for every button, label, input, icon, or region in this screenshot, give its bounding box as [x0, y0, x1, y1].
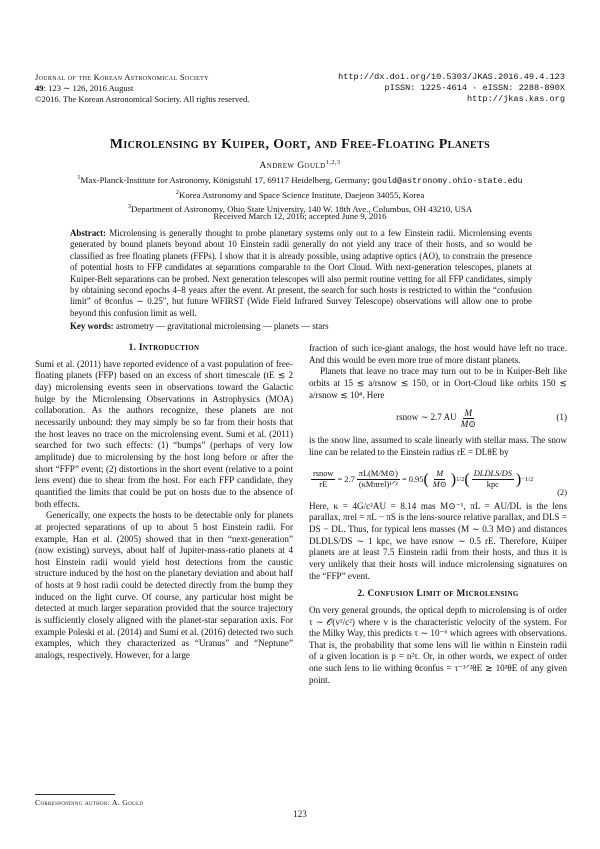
author-email[interactable]: gould@astronomy.ohio-state.edu	[371, 175, 523, 186]
abstract	[70, 228, 532, 319]
keywords-text: astrometry — gravitational microlensing — planets — stars	[115, 321, 329, 331]
keywords-label: Key words:	[70, 321, 114, 331]
section-1-title: 1. Introduction	[128, 343, 200, 353]
page-number: 123	[293, 809, 307, 819]
paragraph: Planets that leave no trace may turn out to be in Kuiper-Belt like orbits at 15 ≲ a/rsnow ≲ 150, or in Oort-Cloud like orbits 150 ≲ a/rsnow ≲ 10⁴. Here	[309, 366, 567, 400]
abstract-label: Abstract:	[70, 228, 106, 238]
footnote-rule	[35, 794, 115, 795]
doi-link[interactable]: http://dx.doi.org/10.5303/JKAS.2016.49.4.123	[338, 72, 565, 82]
section-2-title: 2. Confusion Limit of Microlensing	[357, 589, 519, 600]
right-column	[309, 343, 567, 686]
corresponding-author: Corresponding author: A. Gould	[35, 798, 144, 807]
equation-number: (1)	[556, 412, 567, 423]
equation-number: (2)	[557, 487, 567, 497]
paragraph: Sumi et al. (2011) have reported evidence of a vast population of free-floating planets (FFP) based on an excess of short timescale (tE ≲ 2 day) microlensing events seen in observations toward the Galactic bulge by the Microlensing Observations in Astrophysics (MOA) collaboration. As the authors recognize, these planets are not necessarily unbound: they may simply be so far from their hosts that the host leaves no trace on the microlensing event. Sumi et al. (2011) searched for two such effects: (1) “bumps” (perhaps of very low amplitude) due to microlensing by the host long before or after the short “FFP” event; (2) distortions in the short event (relative to a point lens event) due to shear from the host. For each FFP candidate, they quantified the limits that could be put on hosts due to the absence of both effects.	[35, 358, 293, 509]
keywords	[70, 321, 532, 331]
paper-title: Microlensing by Kuiper, Oort, and Free-Floating Planets	[109, 136, 491, 151]
journal-url[interactable]: http://jkas.kas.org	[467, 94, 565, 104]
paragraph: fraction of such ice-giant analogs, the host would have left no trace. And this would be even more true of more distant planets.	[309, 343, 567, 365]
paragraph: On very general grounds, the optical depth to microlensing is of order τ ∼ 𝒪(v²/c²) where v is the characteristic velocity of the system. For the Milky Way, this predicts τ ∼ 10⁻⁶ which agrees with observations. That is, the probability that some lens will lie within n Einstein radii of a given location is p = n²τ. Or, in other words, we expect of order one such lens to lie withing θconfus = τ⁻¹ᐟ²θE ≳ 10³θE of any given point.	[309, 604, 567, 685]
affiliation-3: $^3$Department of Astronomy, Ohio State University, 140 W. 18th Ave., Columbus, OH 43210, USA	[127, 202, 473, 214]
journal-ids	[305, 72, 565, 105]
journal-name: Journal of the Korean Astronomical Society	[35, 72, 209, 82]
volume-number: 49	[35, 83, 44, 93]
issn: pISSN: 1225-4614 · eISSN: 2288-890X	[384, 83, 565, 93]
author-name: Andrew Gould	[259, 160, 326, 172]
author-sup: 1,2,3	[325, 159, 341, 166]
paragraph: Here, κ = 4G/c²AU = 8.14 mas M⊙⁻¹, πL = AU/DL is the lens parallax, πrel = πL − πS is the lens-source relative parallax, and DLS = DS − DL. Thus, for typical lens masses (M ∼ 0.3 M⊙) and distances DLDLS/DS ∼ 1 kpc, we have rsnow ∼ 0.5 rE. Therefore, Kuiper planets are at least 7.5 Einstein radii from their hosts, and thus it is very unlikely that their hosts will induce microlensing signatures on the “FFP” event.	[309, 500, 567, 581]
journal-header	[35, 72, 335, 105]
paragraph: Generically, one expects the hosts to be detectable only for planets at projected separations of up to about 5 host Einstein radii. For example, Han et al. (2005) showed that in then “next-generation” (now existing) surveys, about half of Jupiter-mass-ratio planets at 4 host Einstein radii would yield host detections from the caustic structure induced by the host on the planetary deviation and about half of hosts at 9 host radii could be detected directly from the bump they induced on the light curve. Of course, any particular host might be detected at much larger separation provided that the source trajectory is sufficiently closely aligned with the planet-star separation axis. For example Poleski et al. (2014) and Sumi et al. (2016) detected two such examples, which they characterized as “Uranus” and “Neptune” analogs, respectively. However, for a large	[35, 510, 293, 661]
affiliation-1: $^1$Max-Planck-Institute for Astronomy, Königstuhl 17, 69117 Heidelberg, Germany; gould@astronomy.ohio-state.edu	[77, 174, 523, 186]
volume-line	[35, 83, 335, 94]
abstract-text: Microlensing is generally thought to probe planetary systems only out to a few Einstein radii. Microlensing events generated by bound planets beyond about 10 Einstein radii generally do not yield any trace of their hosts, and so would be classified as free floating planets (FFPs). I show that it is already possible, using adaptive optics (AO), to constrain the presence of potential hosts to FFP candidates at separations comparable to the Oort Cloud. With next-generation telescopes, planets at Kuiper-Belt separations can be probed. Next generation telescopes will also permit routine vetting for all FFP candidates, simply by obtaining second epochs 4–8 years after the event. At present, the search for such hosts is restricted to within the “confusion limit” of θconfus ∼ 0.25″, but future WFIRST (Wide Field Infrared Survey Telescope) observations will allow one to probe beyond this confusion limit as well.	[70, 228, 533, 318]
equation-1: rsnow ∼ 2.7 AU $\frac{M}{M⊙}$ (1)	[396, 407, 567, 429]
affiliations	[0, 172, 600, 215]
copyright: ©2016. The Korean Astronomical Society. All rights reserved.	[35, 94, 250, 104]
left-column	[35, 343, 293, 662]
affiliation-2: $^2$Korea Astronomy and Space Science Institute, Daejeon 34055, Korea	[175, 188, 425, 200]
author	[0, 159, 600, 171]
paragraph: is the snow line, assumed to scale linearly with stellar mass. The snow line can be related to the Einstein radius rE = DLθE by	[309, 435, 567, 457]
equation-2: $\frac{\text{rsnow}}{rE}$ = 2.7 $\frac{\pi L(M/M⊙)}{\text{(κMπrel)¹ᐟ²}}$ = 0.95 ( $\frac{M}{M⊙}$ ) 1/2 ( $\frac{\text{DLDLS/DS}}{\text{kpc}}$ ) −1/2 (2)	[313, 469, 567, 497]
received-date: Received March 12, 2016; accepted June 9, 2016	[213, 211, 387, 221]
page-range: : 123 ∼ 126, 2016 August	[43, 83, 134, 93]
